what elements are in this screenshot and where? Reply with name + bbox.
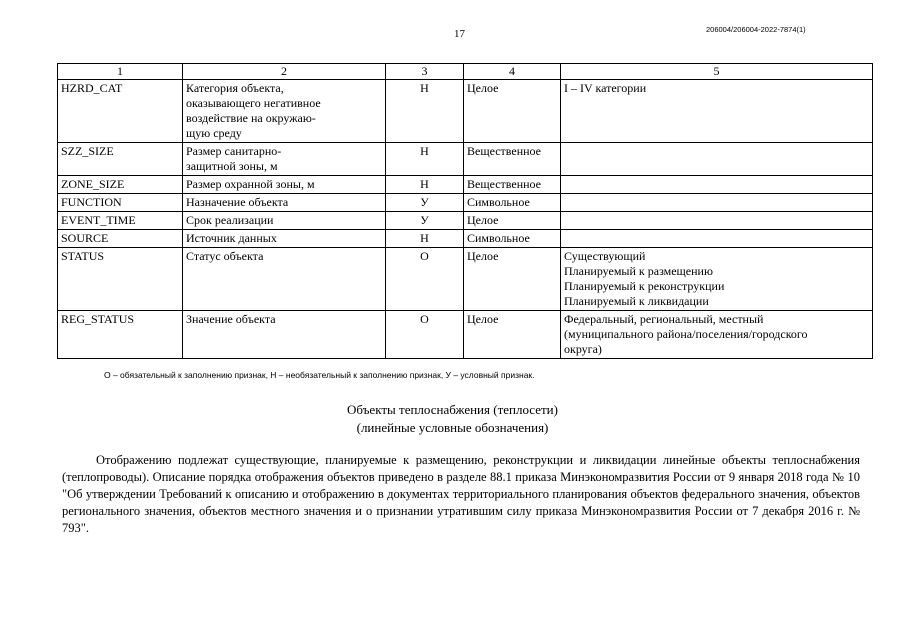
document-id: 206004/206004-2022-7874(1) (706, 25, 806, 34)
attribute-description-cell (183, 248, 386, 311)
body-paragraph: Отображению подлежат существующие, планируемые к размещению, реконструкции и ликвидации линейные объекты теплоснабжения (теплопроводы). Описание порядка отображения объектов приведено в разделе 88.1 приказа Минэкономразвития России от 9 января 2018 года № 10 "Об утверждении Требований к описанию и отображению в документах территориального планирования объектов федерального значения, объектов регионального значения, объектов местного значения и о признании утратившим силу приказа Минэкономразвития России от 7 декабря 2016 г. № 793". (62, 453, 860, 535)
requirement-cell: Н (386, 143, 464, 176)
attribute-description-cell (183, 194, 386, 212)
attribute-description-cell-line: воздействие на окружаю- (186, 111, 316, 125)
allowed-values-cell (561, 176, 873, 194)
allowed-values-cell (561, 248, 873, 311)
allowed-values-cell (561, 311, 873, 359)
allowed-values-cell-line: Планируемый к реконструкции (564, 279, 725, 293)
allowed-values-cell-line: Федеральный, региональный, местный (564, 312, 764, 326)
allowed-values-cell (561, 143, 873, 176)
column-header: 4 (464, 64, 561, 80)
attribute-code-cell: FUNCTION (58, 194, 183, 212)
requirement-cell: Н (386, 176, 464, 194)
allowed-values-cell (561, 212, 873, 230)
attribute-code-cell: STATUS (58, 248, 183, 311)
table-row (58, 212, 873, 230)
table-row (58, 176, 873, 194)
section-subtitle: (линейные условные обозначения) (356, 420, 549, 435)
table-row (58, 143, 873, 176)
table-row (58, 248, 873, 311)
table-header-row (58, 64, 873, 80)
attribute-description-cell-line: Размер охранной зоны, м (186, 177, 315, 191)
allowed-values-cell-line: Планируемый к размещению (564, 264, 713, 278)
attribute-code-cell: REG_STATUS (58, 311, 183, 359)
attribute-description-cell (183, 176, 386, 194)
data-type-cell: Вещественное (464, 143, 561, 176)
page-number: 17 (454, 28, 465, 40)
section-title: Объекты теплоснабжения (теплосети) (347, 402, 558, 417)
allowed-values-cell (561, 230, 873, 248)
attribute-description-cell (183, 143, 386, 176)
attribute-description-cell-line: Статус объекта (186, 249, 264, 263)
column-header: 2 (183, 64, 386, 80)
attribute-description-cell-line: защитной зоны, м (186, 159, 278, 173)
table-row (58, 230, 873, 248)
table-row (58, 80, 873, 143)
data-type-cell: Вещественное (464, 176, 561, 194)
requirement-cell: О (386, 248, 464, 311)
column-header: 1 (58, 64, 183, 80)
attribute-description-cell-line: Значение объекта (186, 312, 276, 326)
data-type-cell: Целое (464, 248, 561, 311)
column-header: 5 (561, 64, 873, 80)
attribute-code-cell: SZZ_SIZE (58, 143, 183, 176)
attribute-description-cell-line: оказывающего негативное (186, 96, 321, 110)
table-row (58, 311, 873, 359)
attribute-description-cell (183, 80, 386, 143)
allowed-values-cell-line: I – IV категории (564, 81, 647, 95)
data-type-cell: Символьное (464, 194, 561, 212)
allowed-values-cell-line: Существующий (564, 249, 646, 263)
table-row (58, 194, 873, 212)
attribute-description-cell-line: Размер санитарно- (186, 144, 282, 158)
attribute-table (57, 63, 873, 359)
requirement-cell: О (386, 311, 464, 359)
allowed-values-cell-line: Планируемый к ликвидации (564, 294, 709, 308)
requirement-cell: У (386, 212, 464, 230)
attribute-description-cell (183, 212, 386, 230)
attribute-description-cell (183, 230, 386, 248)
attribute-code-cell: HZRD_CAT (58, 80, 183, 143)
allowed-values-cell-line: округа) (564, 342, 602, 356)
attribute-description-cell-line: Источник данных (186, 231, 277, 245)
attribute-description-cell-line: щую среду (186, 126, 242, 140)
attribute-description-cell-line: Категория объекта, (186, 81, 284, 95)
data-type-cell: Целое (464, 80, 561, 143)
data-type-cell: Целое (464, 212, 561, 230)
attribute-description-cell-line: Срок реализации (186, 213, 274, 227)
requirement-cell: У (386, 194, 464, 212)
data-type-cell: Символьное (464, 230, 561, 248)
requirement-cell: Н (386, 80, 464, 143)
attribute-code-cell: ZONE_SIZE (58, 176, 183, 194)
attribute-code-cell: SOURCE (58, 230, 183, 248)
data-type-cell: Целое (464, 311, 561, 359)
footnote: О – обязательный к заполнению признак, Н – необязательный к заполнению признак, У – условный признак. (104, 370, 535, 380)
requirement-cell: Н (386, 230, 464, 248)
column-header: 3 (386, 64, 464, 80)
allowed-values-cell-line: (муниципального района/поселения/городского (564, 327, 808, 341)
table-body (58, 80, 873, 359)
allowed-values-cell (561, 194, 873, 212)
attribute-code-cell: EVENT_TIME (58, 212, 183, 230)
allowed-values-cell (561, 80, 873, 143)
attribute-description-cell-line: Назначение объекта (186, 195, 289, 209)
attribute-description-cell (183, 311, 386, 359)
